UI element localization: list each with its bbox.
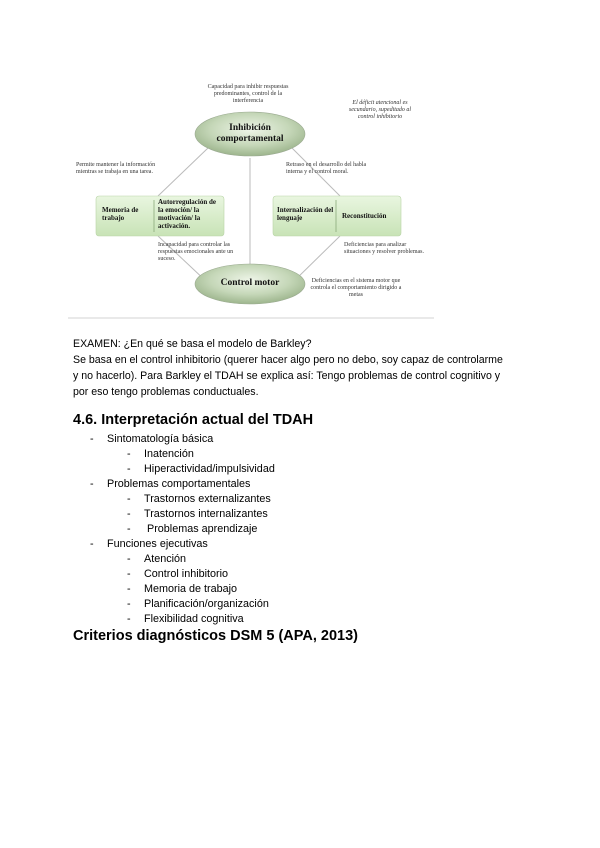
- exam-answer-line-3: por eso tengo problemas conductuales.: [73, 386, 259, 398]
- bottom-right-note-2: Deficiencias en el sistema motor que controla el comportamiento dirigido a metas: [310, 278, 402, 298]
- inhibicion-title: Inhibición comportamental: [216, 123, 284, 144]
- bullet: -: [90, 538, 94, 550]
- list-item-label: Planificación/organización: [144, 598, 269, 610]
- top-right-note: El déficit atencional es secundario, supeditado al control inhibitorio: [348, 100, 412, 120]
- list-item: [127, 552, 186, 567]
- list-item-label: Trastornos internalizantes: [144, 508, 268, 520]
- control-motor-title: Control motor: [220, 278, 280, 288]
- bullet: -: [127, 568, 131, 580]
- list-item: [127, 462, 275, 477]
- bullet: -: [127, 463, 131, 475]
- list-item-label: Funciones ejecutivas: [107, 538, 208, 550]
- bottom-right-note-1: Deficiencias para analizar situaciones y resolver problemas.: [344, 242, 424, 255]
- reconstitucion-label: Reconstitución: [342, 212, 387, 220]
- list-item: [127, 492, 271, 507]
- list-item-label: Problemas aprendizaje: [147, 523, 258, 535]
- list-item-label: Control inhibitorio: [144, 568, 229, 580]
- bullet: -: [127, 448, 131, 460]
- exam-answer-line-1: Se basa en el control inhibitorio (querer hacer algo pero no debo, soy capaz de controlarme: [73, 354, 503, 366]
- bullet: -: [127, 553, 131, 565]
- list-item: [90, 477, 250, 492]
- bullet: -: [90, 478, 94, 490]
- list-item: [127, 522, 257, 537]
- list-item: [90, 432, 213, 447]
- bullet: -: [127, 493, 131, 505]
- list-item-label: Sintomatología básica: [107, 433, 214, 445]
- section-heading: 4.6. Interpretación actual del TDAH: [73, 412, 314, 428]
- left-top-note: Permite mantener la información mientras se trabaja en una tarea.: [76, 162, 156, 175]
- list-item: [127, 582, 237, 597]
- bullet: -: [127, 583, 131, 595]
- bullet: -: [127, 508, 131, 520]
- criteria-heading: Criterios diagnósticos DSM 5 (APA, 2013): [73, 628, 358, 644]
- bottom-left-note: Incapacidad para controlar las respuestas emocionales ante un suceso.: [158, 242, 234, 262]
- autorregulacion-label: Autorregulación de la emoción/ la motivación/ la activación.: [158, 198, 217, 230]
- list-item-label: Flexibilidad cognitiva: [144, 613, 244, 625]
- bullet: -: [127, 613, 131, 625]
- list-item: [127, 612, 244, 627]
- list-item-label: Atención: [144, 553, 187, 565]
- list-item-label: Problemas comportamentales: [107, 478, 251, 490]
- bullet: -: [127, 598, 131, 610]
- internalizacion-label: Internalización del lenguaje: [277, 206, 334, 222]
- list-item-label: Inatención: [144, 448, 194, 460]
- list-item: [127, 567, 228, 582]
- exam-answer-line-2: y no hacerlo). Para Barkley el TDAH se explica así: Tengo problemas de control cognitivo y: [73, 370, 501, 382]
- bullet: -: [90, 433, 94, 445]
- list-item-label: Trastornos externalizantes: [144, 493, 271, 505]
- memoria-label: Memoria de trabajo: [102, 206, 139, 222]
- list-item-label: Hiperactividad/impulsividad: [144, 463, 275, 475]
- bullet: -: [127, 523, 131, 535]
- list-item: [127, 507, 268, 522]
- list-item: [127, 447, 194, 462]
- right-top-note: Retraso en el desarrollo del habla interna y el control moral.: [286, 162, 367, 175]
- top-note: Capacidad para inhibir respuestas predominantes, control de la interferencia: [207, 84, 289, 104]
- exam-question: EXAMEN: ¿En qué se basa el modelo de Barkley?: [73, 338, 312, 350]
- list-item-label: Memoria de trabajo: [144, 583, 238, 595]
- exam-block: [73, 336, 533, 400]
- barkley-model-diagram: [68, 78, 434, 320]
- list-item: [90, 537, 208, 552]
- list-item: [127, 597, 269, 612]
